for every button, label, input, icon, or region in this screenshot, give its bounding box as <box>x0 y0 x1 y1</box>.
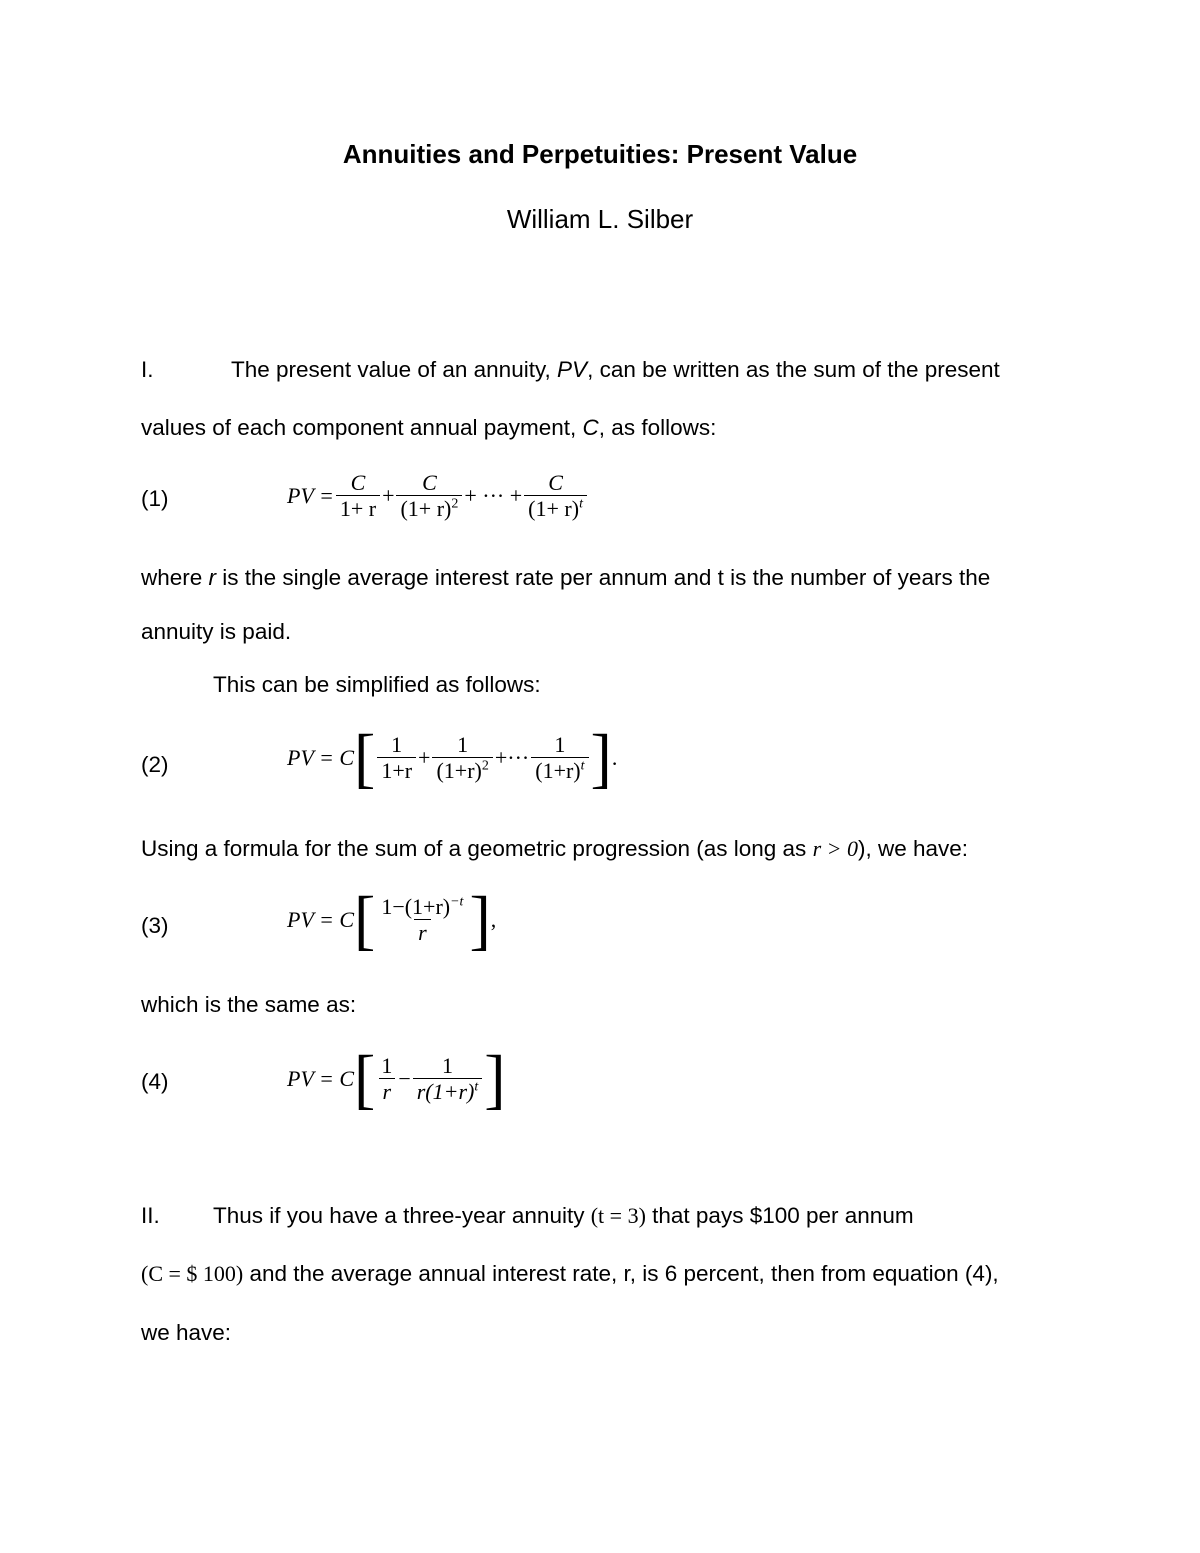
equation-4: PV = C [ $\frac{1}{r}$ − $\frac{1}{r(1+r)^t}$ ] <box>287 1041 506 1116</box>
equation-1: PV = $\frac{C}{1+ r}$ + $\frac{C}{(1+ r)^2}$ + ··· + $\frac{C}{(1+ r)^t}$ <box>287 470 589 523</box>
document-title: Annuities and Perpetuities: Present Value <box>342 139 858 169</box>
geometric-progression-text: Using a formula for the sum of a geometric progression (as long as r > 0), we have: <box>141 836 969 861</box>
simplify-text: This can be simplified as follows: <box>213 672 541 697</box>
equation-4-label: (4) <box>141 1069 169 1094</box>
right-bracket: ] <box>590 720 612 795</box>
section-2-numeral: II. <box>141 1203 160 1228</box>
section-1-numeral: I. <box>141 357 154 382</box>
equation-3: PV = C [ $\frac{1-(1+r)^{-t}}{r}$ ] , <box>287 882 497 957</box>
same-as-text: which is the same as: <box>141 992 357 1017</box>
right-bracket: ] <box>469 882 491 957</box>
left-bracket: [ <box>354 720 376 795</box>
author-name: William L. Silber <box>506 204 694 234</box>
eq1-explanation-line-2: annuity is paid. <box>141 619 292 644</box>
section-1-line-2: values of each component annual payment, C, as follows: <box>141 415 717 440</box>
equation-2-label: (2) <box>141 752 169 777</box>
section-2-line-3: we have: <box>141 1320 232 1345</box>
right-bracket: ] <box>484 1041 506 1116</box>
eq1-explanation-line-1: where r is the single average interest rate per annum and t is the number of years the <box>141 565 991 590</box>
equation-2: PV = C [ $\frac{1}{1+r}$ + $\frac{1}{(1+r)^2}$ +··· $\frac{1}{(1+r)^t}$ ] . <box>287 720 618 795</box>
left-bracket: [ <box>354 1041 376 1116</box>
left-bracket: [ <box>354 882 376 957</box>
equation-3-label: (3) <box>141 913 169 938</box>
section-2-line-1: Thus if you have a three-year annuity (t = 3) that pays $100 per annum <box>213 1203 914 1228</box>
section-2-line-2: (C = $ 100) and the average annual interest rate, r, is 6 percent, then from equation (4), <box>141 1261 999 1286</box>
section-1-line-1: The present value of an annuity, PV, can be written as the sum of the present <box>231 357 1000 382</box>
equation-1-label: (1) <box>141 486 169 511</box>
